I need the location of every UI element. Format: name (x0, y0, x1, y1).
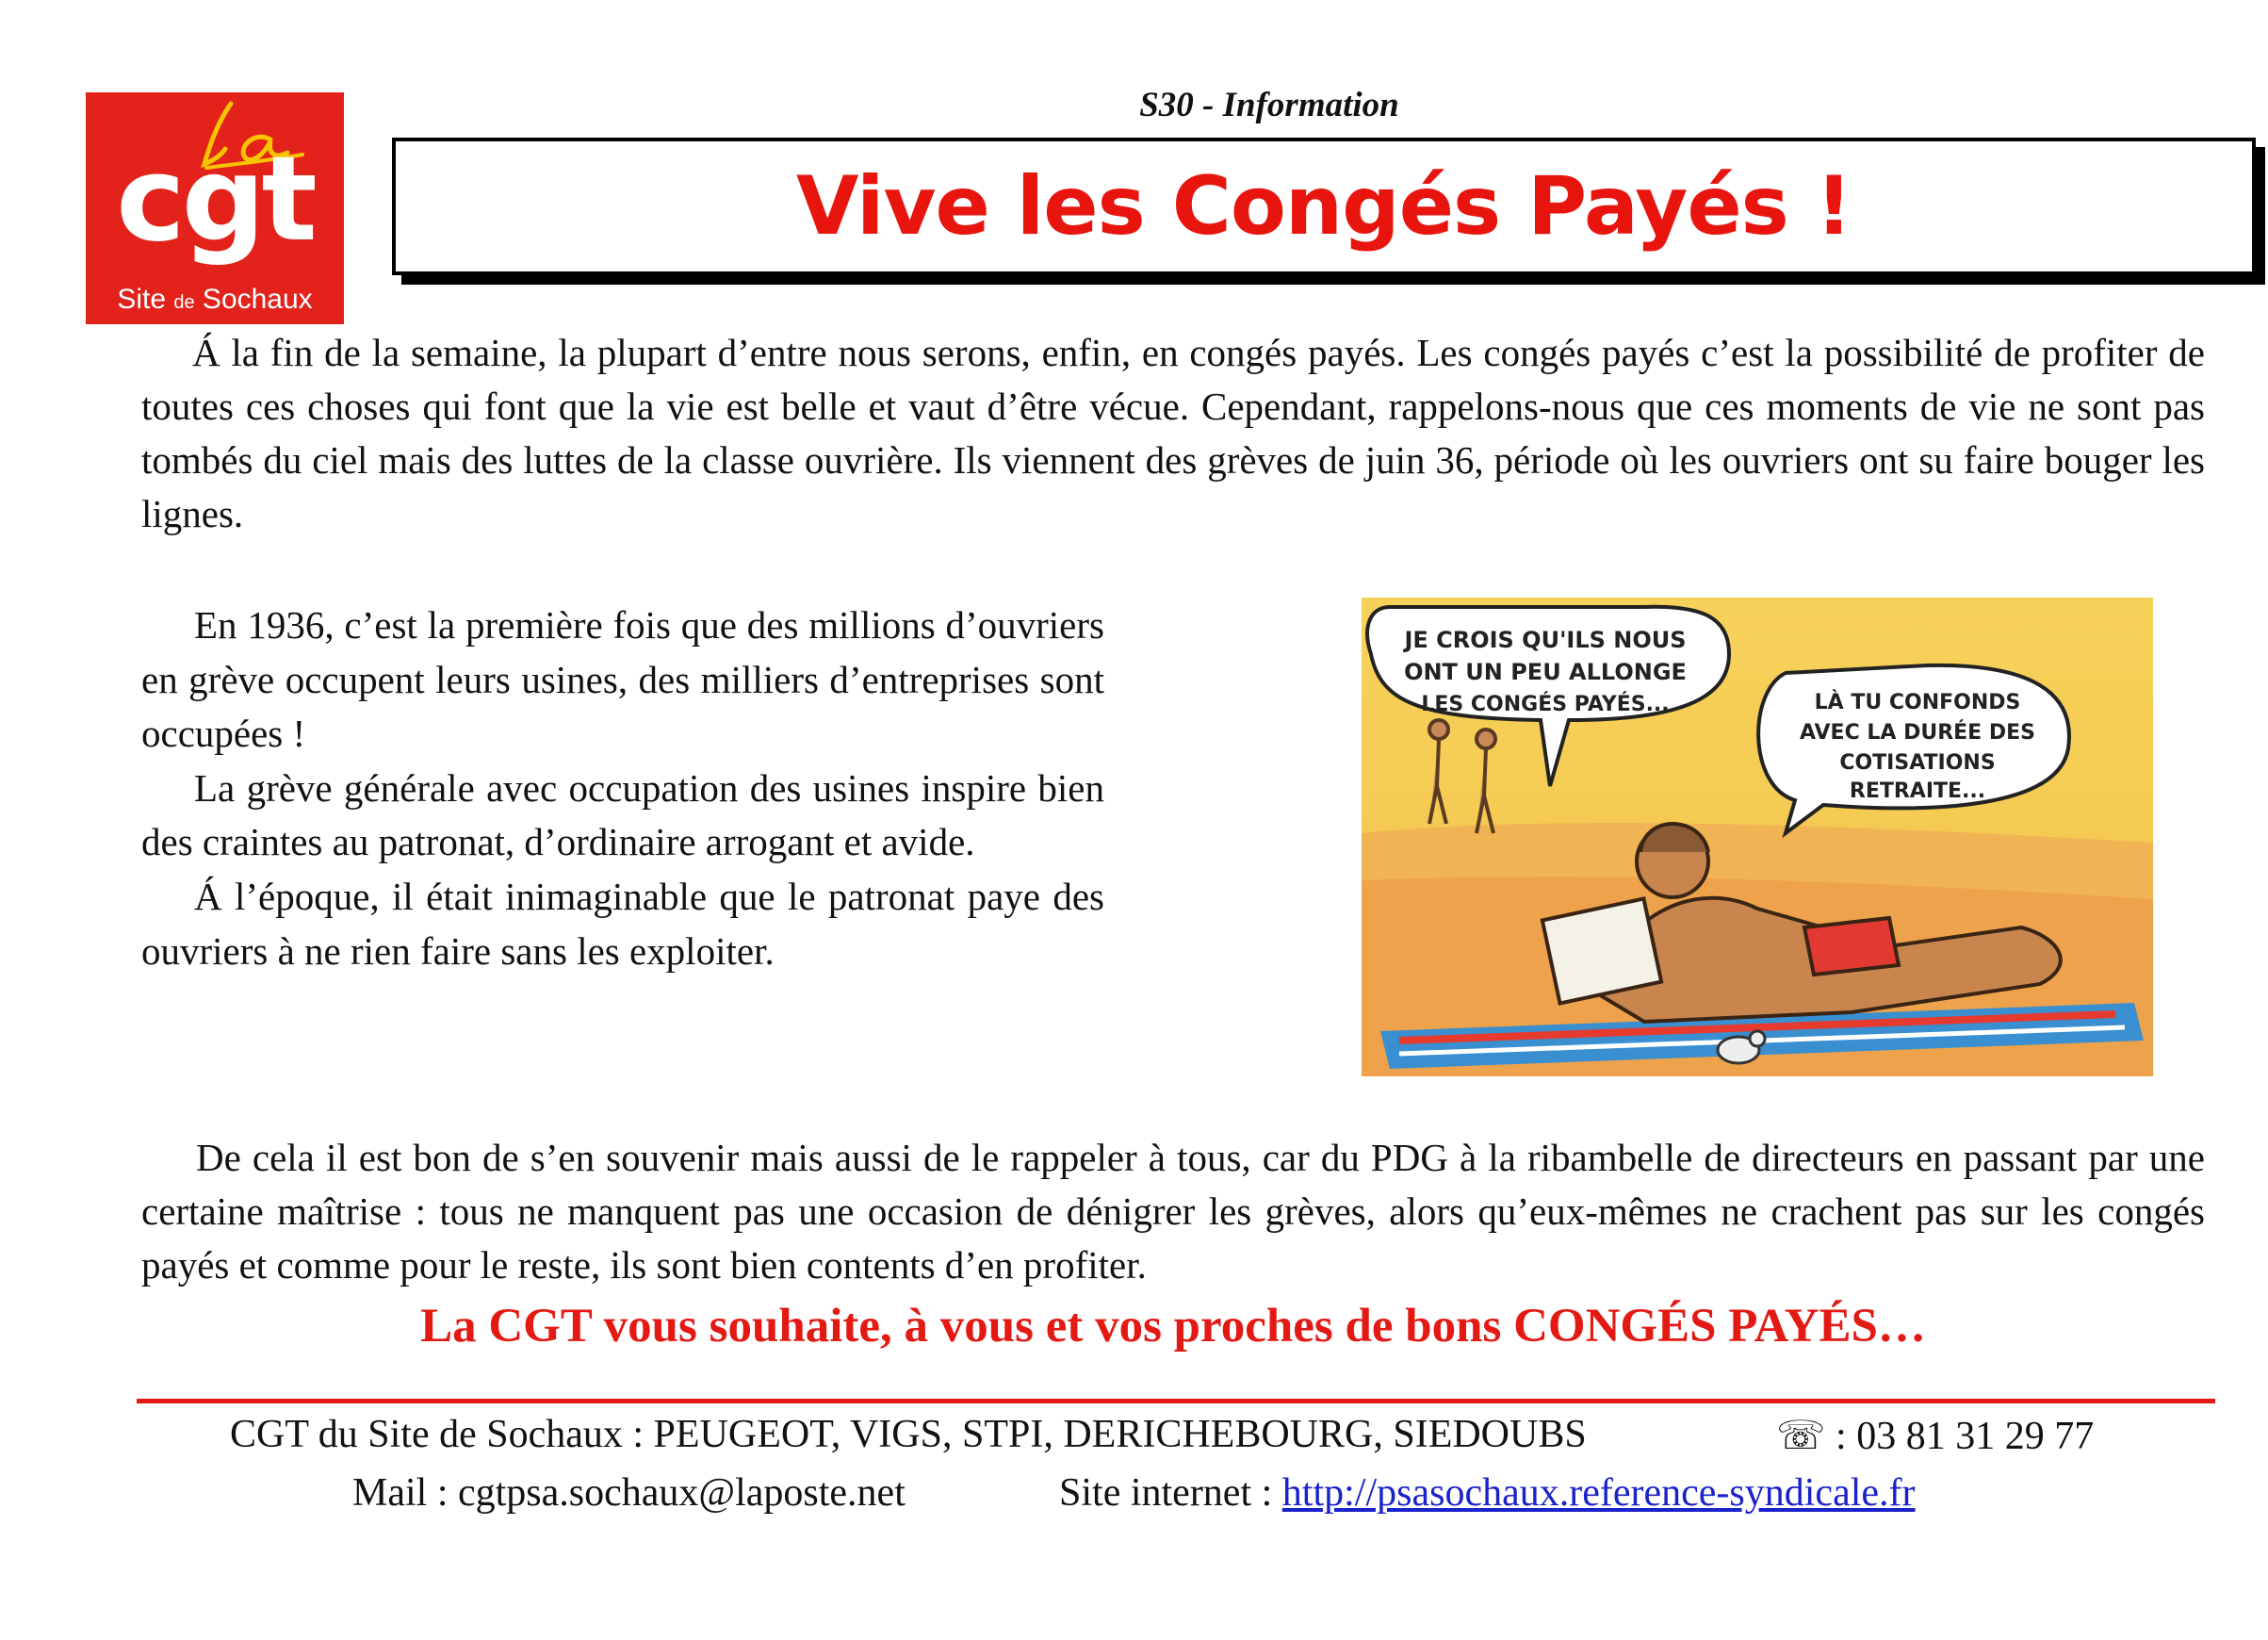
cgt-logo (86, 92, 344, 324)
title-box (392, 138, 2256, 275)
beach-cartoon (1362, 598, 2153, 1076)
footer-mail: Mail : cgtpsa.sochaux@laposte.net (352, 1471, 906, 1515)
history-paragraph-1: En 1936, c’est la première fois que des millions d’ouvriers en grève occupent leurs usines, des milliers d’entreprises sont occupées ! (141, 603, 1104, 756)
svg-text:LÀ TU CONFONDS: LÀ TU CONFONDS (1814, 691, 2021, 714)
website-label: Site internet : (1059, 1471, 1282, 1515)
svg-text:COTISATIONS: COTISATIONS (1839, 751, 1996, 775)
svg-text:ONT UN PEU ALLONGE: ONT UN PEU ALLONGE (1404, 659, 1687, 685)
footer-divider (137, 1399, 2215, 1403)
history-paragraph-3: Á l’époque, il était inimaginable que le patronat paye des ouvriers à ne rien faire sans les exploiter. (141, 874, 1104, 973)
phone-number: : 03 81 31 29 77 (1825, 1415, 2095, 1458)
phone-icon: ☏ (1776, 1415, 1826, 1458)
history-column (141, 599, 1104, 978)
header-info: S30 - Information (1139, 86, 1399, 124)
footer-phone (1776, 1412, 2094, 1459)
svg-text:LES CONGÉS PAYÉS...: LES CONGÉS PAYÉS... (1421, 693, 1670, 716)
svg-text:AVEC LA DURÉE DES: AVEC LA DURÉE DES (1799, 721, 2036, 745)
intro-paragraph: Á la fin de la semaine, la plupart d’entre nous serons, enfin, en congés payés. Les congés payés c’est la possibilité de profiter de toutes ces choses qui font que la vie est belle et vaut d’être vécue. Cependant, rappelons-nous que ces moments de vie ne sont pas tombés du ciel mais des luttes de la classe ouvrière. Ils viennent des grèves de juin 36, période où les ouvriers ont su faire bouger les lignes. (141, 331, 2205, 535)
history-paragraph-2: La grève générale avec occupation des usines inspire bien des craintes au patronat, d’ordinaire arrogant et avide. (141, 765, 1104, 864)
logo-site-caption: Site de Sochaux (117, 284, 313, 315)
footer-website (1059, 1470, 1916, 1516)
footer-unions: CGT du Site de Sochaux : PEUGEOT, VIGS, STPI, DERICHEBOURG, SIEDOUBS (230, 1413, 1587, 1456)
svg-text:RETRAITE...: RETRAITE... (1849, 779, 1986, 803)
svg-text:JE CROIS QU'ILS NOUS: JE CROIS QU'ILS NOUS (1404, 627, 1687, 653)
closing-paragraph: De cela il est bon de s’en souvenir mais aussi de le rappeler à tous, car du PDG à la ribambelle de directeurs en passant par une certaine maîtrise : tous ne manquent pas une occasion de dénigrer les grèves, alors qu’eux-mêmes ne crachent pas sur les congés payés et comme pour le reste, ils sont bien contents d’en profiter. (141, 1136, 2205, 1287)
slogan: La CGT vous souhaite, à vous et vos proches de bons CONGÉS PAYÉS… (420, 1300, 1926, 1353)
website-link[interactable]: http://psasochaux.reference-syndicale.fr (1281, 1471, 1916, 1515)
logo-name: cgt (116, 132, 314, 268)
page-title: Vive les Congés Payés ! (795, 159, 1852, 254)
